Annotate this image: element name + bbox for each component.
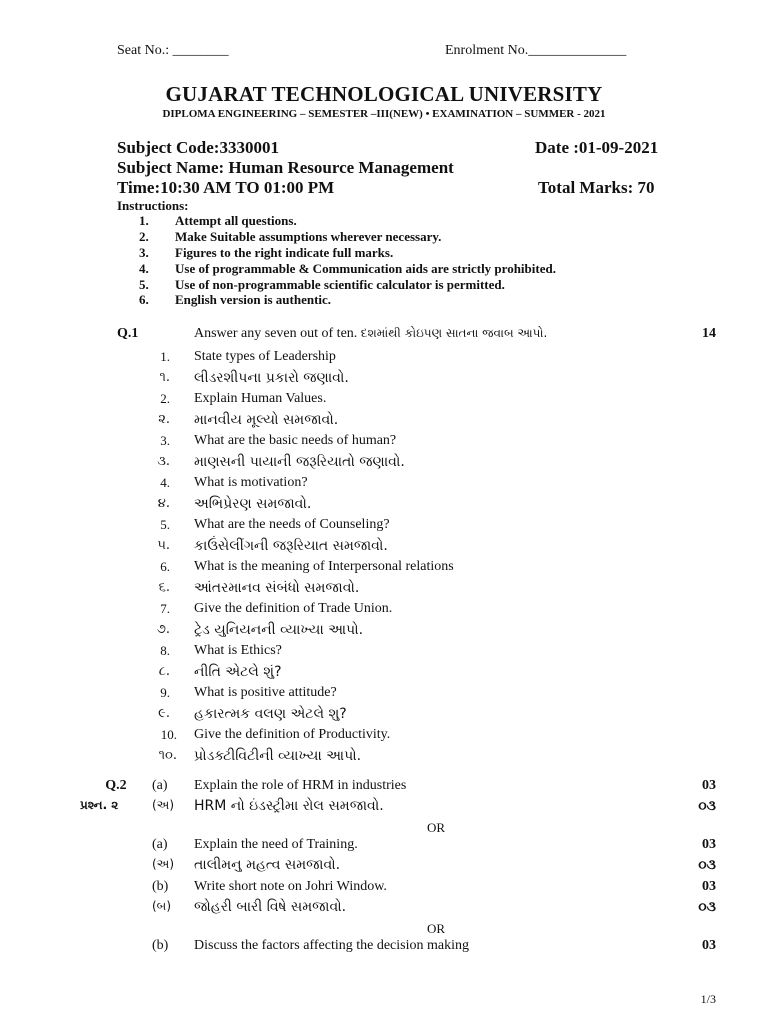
question-number-en: 8. xyxy=(160,643,170,658)
question-2b-marks: 03 xyxy=(702,879,716,894)
question-text-gu: આંતરમાનવ સંબંધો સમજાવો. xyxy=(194,580,360,596)
question-text-en: What is the meaning of Interpersonal relations xyxy=(194,559,454,574)
question-2-label-gu: પ્રશ્ન. ૨ xyxy=(80,798,119,812)
question-2b-alt-text: Discuss the factors affecting the decision making xyxy=(194,938,469,953)
question-1-label: Q.1 xyxy=(117,326,139,341)
question-2b-marks-gu: ૦૩ xyxy=(698,899,716,915)
question-number-gu: ૧૦. xyxy=(158,748,177,763)
question-text-gu: હકારત્મક વલણ એટલે શુ? xyxy=(194,706,347,722)
question-text-gu: લીડરશીપના પ્રકારો જણાવો. xyxy=(194,370,349,386)
question-number-en: 4. xyxy=(160,475,170,490)
enrolment-number-field: Enrolment No.______________ xyxy=(445,43,627,58)
question-number-en: 10. xyxy=(160,727,177,742)
question-text-en: Give the definition of Trade Union. xyxy=(194,601,393,616)
seat-number-field: Seat No.: ________ xyxy=(117,43,229,58)
instruction-text: Attempt all questions. xyxy=(175,213,297,228)
question-2a-text-gu: HRM નો ઇંડસ્ટ્રીમા રોલ સમજાવો. xyxy=(194,798,384,814)
or-separator: OR xyxy=(426,820,446,835)
question-number-gu: ૧. xyxy=(159,370,170,385)
instruction-number: 2. xyxy=(139,229,149,244)
question-number-gu: ૫. xyxy=(157,538,170,553)
university-title: GUJARAT TECHNOLOGICAL UNIVERSITY xyxy=(165,82,603,106)
exam-date: Date :01-09-2021 xyxy=(535,138,659,157)
question-text-en: What is Ethics? xyxy=(194,643,282,658)
question-1-instruction-gu: દશમાંથી કોઇપણ સાતના જવાબ આપો. xyxy=(360,326,548,340)
question-2b-alt-number: (b) xyxy=(152,938,169,953)
question-number-en: 9. xyxy=(160,685,170,700)
question-text-en: What are the basic needs of human? xyxy=(194,433,397,448)
question-text-en: What is positive attitude? xyxy=(194,685,337,700)
instruction-text: Use of programmable & Communication aids are strictly prohibited. xyxy=(175,261,556,276)
question-2b-number-gu: (બ) xyxy=(152,899,171,913)
question-1-instruction-en: Answer any seven out of ten. xyxy=(194,326,358,341)
question-2b-number: (b) xyxy=(152,879,169,894)
question-text-en: Give the definition of Productivity. xyxy=(194,727,391,742)
instruction-number: 6. xyxy=(139,292,149,307)
question-number-en: 7. xyxy=(160,601,170,616)
question-1-instruction xyxy=(194,326,547,342)
question-2a-text: Explain the role of HRM in industries xyxy=(194,778,407,793)
question-2b-text: Write short note on Johri Window. xyxy=(194,879,387,894)
instruction-text: Make Suitable assumptions wherever necessary. xyxy=(175,229,442,244)
question-number-gu: ૩. xyxy=(157,454,170,469)
instruction-text: Figures to the right indicate full marks. xyxy=(175,245,394,260)
subject-code: Subject Code:3330001 xyxy=(117,138,279,157)
question-number-gu: ૯. xyxy=(158,706,170,721)
question-2a-marks: 03 xyxy=(702,778,716,793)
question-text-gu: માનવીય મૂલ્યો સમજાવો. xyxy=(194,412,339,428)
question-1-marks: 14 xyxy=(702,326,716,341)
question-2a-alt-marks-gu: ૦૩ xyxy=(698,857,716,873)
instruction-number: 5. xyxy=(139,277,149,292)
or-separator: OR xyxy=(426,921,446,936)
page-number: 1/3 xyxy=(700,992,716,1006)
question-number-en: 2. xyxy=(160,391,170,406)
instructions-title: Instructions: xyxy=(117,198,189,213)
question-2b-alt-marks: 03 xyxy=(702,938,716,953)
question-text-en: What are the needs of Counseling? xyxy=(194,517,390,532)
question-2a-alt-number: (a) xyxy=(152,837,168,852)
exam-subtitle: DIPLOMA ENGINEERING – SEMESTER –III(NEW) • EXAMINATION – SUMMER - 2021 xyxy=(162,108,606,120)
question-number-en: 6. xyxy=(160,559,170,574)
question-number-gu: ૬. xyxy=(158,580,170,595)
subject-name: Subject Name: Human Resource Management xyxy=(117,158,454,177)
instruction-number: 4. xyxy=(139,261,149,276)
question-2-label: Q.2 xyxy=(105,778,127,793)
question-number-en: 5. xyxy=(160,517,170,532)
instruction-text: English version is authentic. xyxy=(175,292,332,307)
question-text-gu: નીતિ એટલે શું? xyxy=(194,664,282,680)
question-2b-text-gu: જોહરી બારી વિષે સમજાવો. xyxy=(194,899,347,915)
question-number-en: 1. xyxy=(160,349,170,364)
question-text-en: What is motivation? xyxy=(194,475,308,490)
question-text-en: State types of Leadership xyxy=(194,349,336,364)
question-text-gu: કાઉંસેલીંગની જરૂરિયાત સમજાવો. xyxy=(194,538,388,554)
question-2a-number: (a) xyxy=(152,778,168,793)
instruction-number: 1. xyxy=(139,213,149,228)
question-2a-number-gu: (અ) xyxy=(152,798,175,812)
question-2a-alt-text: Explain the need of Training. xyxy=(194,837,358,852)
question-text-gu: પ્રોડક્ટીવિટીની વ્યાખ્યા આપો. xyxy=(194,748,362,764)
question-text-gu: અભિપ્રેરણ સમજાવો. xyxy=(194,496,312,512)
instruction-text: Use of non-programmable scientific calculator is permitted. xyxy=(175,277,505,292)
question-number-gu: ૨. xyxy=(158,412,170,427)
question-text-gu: ટ્રેડ યુનિયનની વ્યાખ્યા આપો. xyxy=(194,622,364,638)
total-marks: Total Marks: 70 xyxy=(538,178,655,197)
question-number-en: 3. xyxy=(160,433,170,448)
question-number-gu: ૪. xyxy=(157,496,170,511)
question-text-gu: માણસની પાયાની જરૂરિયાતો જણાવો. xyxy=(194,454,405,470)
question-2a-alt-marks: 03 xyxy=(702,837,716,852)
question-number-gu: ૮. xyxy=(158,664,170,679)
question-2a-marks-gu: ૦૩ xyxy=(698,798,716,814)
question-number-gu: ૭. xyxy=(156,622,170,637)
question-2a-alt-text-gu: તાલીમનુ મહત્વ સમજાવો. xyxy=(194,857,341,873)
exam-time: Time:10:30 AM TO 01:00 PM xyxy=(117,178,335,197)
instruction-number: 3. xyxy=(139,245,149,260)
question-2a-alt-number-gu: (અ) xyxy=(152,857,175,871)
question-text-en: Explain Human Values. xyxy=(194,391,327,406)
